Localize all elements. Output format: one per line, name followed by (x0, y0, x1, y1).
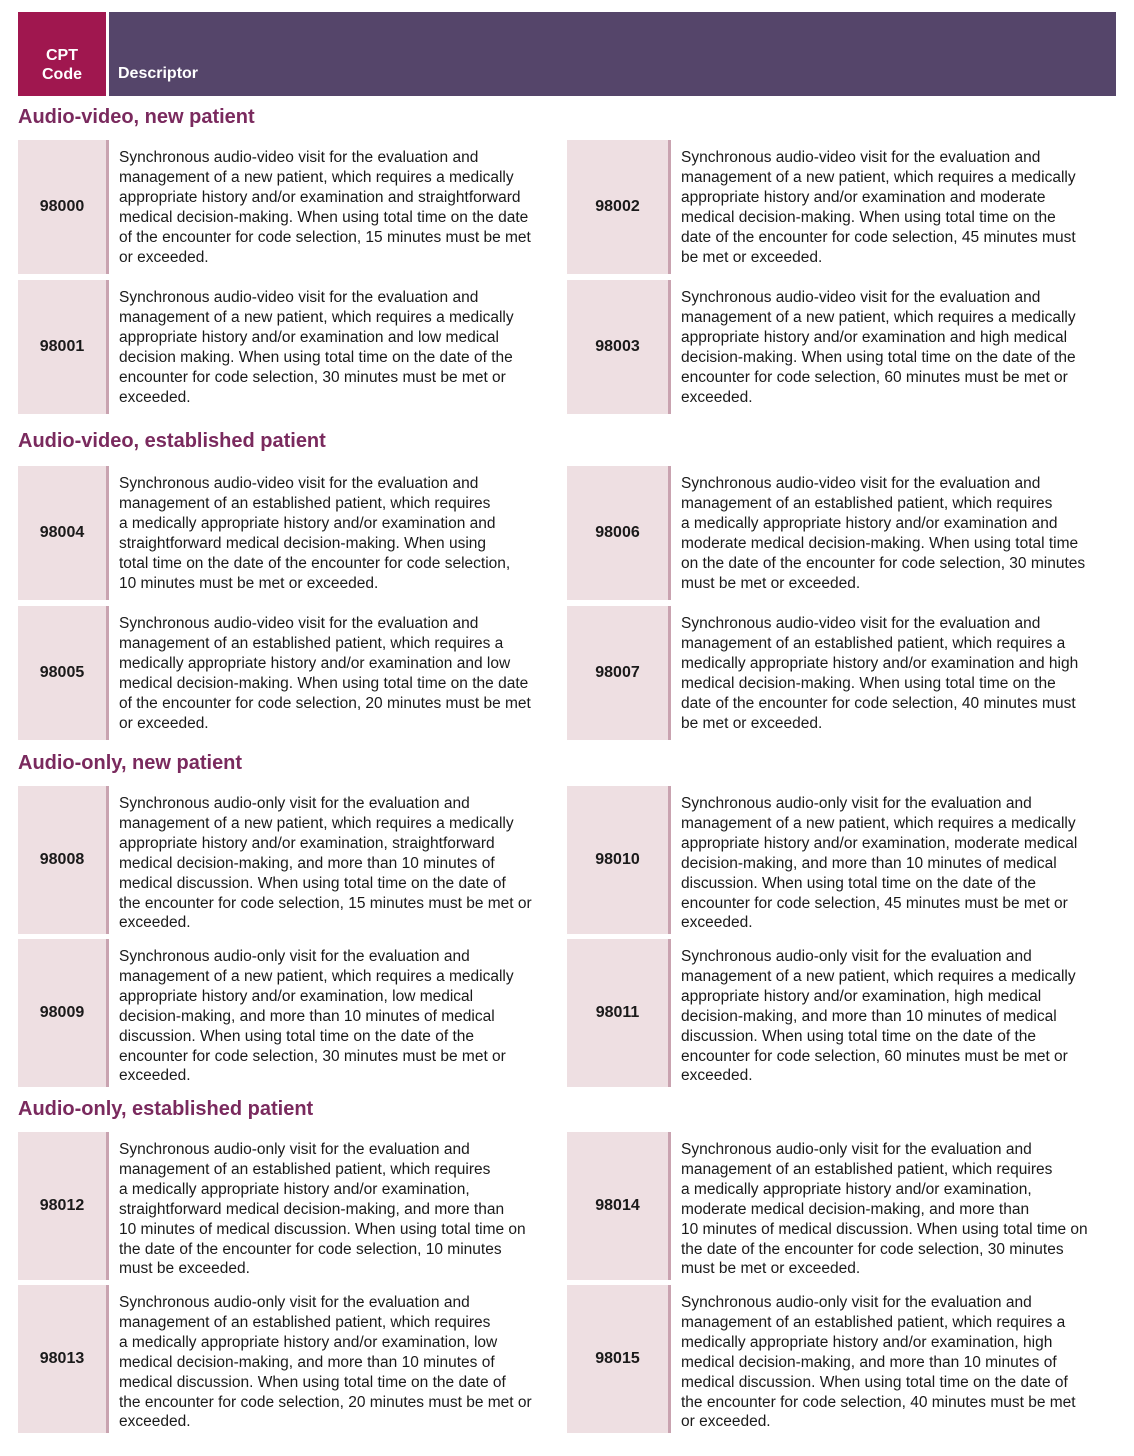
cpt-code: 98002 (567, 140, 671, 274)
descriptor-line: 10 minutes of medical discussion. When using total time on (119, 1220, 526, 1238)
code-entry (18, 1132, 554, 1280)
cpt-code: 98014 (567, 1132, 671, 1280)
descriptor-line: total time on the date of the encounter for code selection, (119, 554, 511, 572)
descriptor-line: Synchronous audio-only visit for the evaluation and (681, 795, 1032, 812)
code-entry (567, 466, 1116, 600)
descriptor-line: 10 minutes must be met or exceeded. (119, 574, 379, 592)
code-descriptor (109, 939, 554, 1087)
descriptor-line: medical discussion. When using total time on the date of (119, 874, 506, 892)
cpt-code: 98011 (567, 939, 671, 1087)
descriptor-line: encounter for code selection, 30 minutes must be met or (119, 368, 506, 386)
cpt-code: 98003 (567, 280, 671, 414)
descriptor-line: a medically appropriate history and/or examination and (681, 514, 1058, 532)
descriptor-line: of the encounter for code selection, 15 minutes must be met (119, 228, 531, 246)
descriptor-line: decision-making, and more than 10 minutes of medical (681, 854, 1057, 872)
descriptor-line: Synchronous audio-video visit for the evaluation and (681, 289, 1041, 306)
descriptor-line: Synchronous audio-video visit for the evaluation and (681, 149, 1041, 166)
cpt-code-header (18, 12, 106, 96)
code-entry (18, 140, 554, 274)
descriptor-line: a medically appropriate history and/or examination and (119, 514, 496, 532)
descriptor-line: Synchronous audio-only visit for the evaluation and (119, 1141, 470, 1158)
descriptor-line: Synchronous audio-video visit for the evaluation and (119, 149, 479, 166)
descriptor-line: appropriate history and/or examination, high medical (681, 987, 1042, 1005)
descriptor-line: or exceeded. (119, 248, 209, 266)
descriptor-line: management of a new patient, which requires a medically (119, 967, 514, 985)
descriptor-line: encounter for code selection, 45 minutes must be met or (681, 894, 1068, 912)
descriptor-line: management of an established patient, which requires a (681, 1313, 1066, 1331)
code-entry (567, 1285, 1116, 1433)
descriptor-line: management of a new patient, which requires a medically (119, 168, 514, 186)
code-descriptor (671, 786, 1116, 934)
descriptor-line: Synchronous audio-video visit for the evaluation and (681, 475, 1041, 492)
cpt-code: 98015 (567, 1285, 671, 1433)
descriptor-line: Synchronous audio-only visit for the evaluation and (681, 1294, 1032, 1311)
descriptor-line: decision-making. When using total time on the date of the (681, 348, 1076, 366)
cpt-code: 98013 (18, 1285, 109, 1433)
code-entry (18, 786, 554, 934)
code-descriptor (109, 1285, 554, 1433)
descriptor-line: the date of the encounter for code selection, 10 minutes (119, 1240, 502, 1258)
section-title: Audio-video, established patient (18, 430, 326, 452)
code-descriptor (109, 140, 554, 274)
descriptor-line: Synchronous audio-only visit for the evaluation and (681, 948, 1032, 965)
code-entry (18, 606, 554, 740)
cpt-code: 98010 (567, 786, 671, 934)
descriptor-line: the encounter for code selection, 20 minutes must be met or (119, 1393, 532, 1411)
code-descriptor (671, 280, 1116, 414)
descriptor-line: management of an established patient, which requires a (119, 634, 504, 652)
descriptor-line: decision-making, and more than 10 minutes of medical (119, 1007, 495, 1025)
descriptor-line: Synchronous audio-video visit for the evaluation and (119, 475, 479, 492)
code-entry (567, 606, 1116, 740)
descriptor-line: be met or exceeded. (681, 714, 823, 732)
descriptor-line: a medically appropriate history and/or examination, (681, 1180, 1032, 1198)
code-descriptor (109, 1132, 554, 1280)
descriptor-line: Synchronous audio-video visit for the evaluation and (119, 289, 479, 306)
descriptor-line: medical discussion. When using total time on the date of (681, 1373, 1068, 1391)
descriptor-line: management of an established patient, which requires (119, 1313, 491, 1331)
code-descriptor (109, 280, 554, 414)
descriptor-line: moderate medical decision-making, and more than (681, 1200, 1030, 1218)
descriptor-line: decision-making, and more than 10 minutes of medical (681, 1007, 1057, 1025)
code-entry (567, 786, 1116, 934)
descriptor-line: the date of the encounter for code selection, 30 minutes (681, 1240, 1064, 1258)
descriptor-line: exceeded. (119, 1413, 191, 1431)
descriptor-line: on the date of the encounter for code selection, 30 minutes (681, 554, 1086, 572)
descriptor-line: appropriate history and/or examination and low medical (119, 328, 499, 346)
cpt-code: 98000 (18, 140, 109, 274)
code-entry (567, 939, 1116, 1087)
descriptor-line: management of an established patient, which requires (681, 1160, 1053, 1178)
cpt-code-header-line1: CPT (46, 47, 78, 64)
descriptor-line: medical decision-making. When using total time on the date (119, 208, 529, 226)
descriptor-line: medically appropriate history and/or examination and high (681, 654, 1079, 672)
descriptor-line: appropriate history and/or examination, moderate medical (681, 834, 1078, 852)
descriptor-line: appropriate history and/or examination, low medical (119, 987, 474, 1005)
descriptor-line: management of an established patient, which requires (119, 494, 491, 512)
descriptor-line: exceeded. (119, 1067, 191, 1085)
cpt-code-header-line2: Code (42, 66, 82, 83)
descriptor-line: Synchronous audio-only visit for the evaluation and (119, 948, 470, 965)
descriptor-line: management of an established patient, which requires (119, 1160, 491, 1178)
descriptor-line: appropriate history and/or examination, straightforward (119, 834, 495, 852)
section-title: Audio-only, established patient (18, 1098, 314, 1120)
section-title: Audio-video, new patient (18, 106, 255, 128)
descriptor-line: medical discussion. When using total time on the date of (119, 1373, 506, 1391)
descriptor-line: discussion. When using total time on the date of the (119, 1027, 474, 1045)
code-entry (567, 1132, 1116, 1280)
descriptor-line: be met or exceeded. (681, 248, 823, 266)
descriptor-line: medical decision-making, and more than 10 minutes of (119, 1353, 495, 1371)
descriptor-line: management of an established patient, which requires (681, 494, 1053, 512)
descriptor-line: medical decision-making. When using total time on the (681, 674, 1056, 692)
descriptor-line: medically appropriate history and/or examination, high (681, 1333, 1053, 1351)
cpt-code: 98006 (567, 466, 671, 600)
descriptor-line: appropriate history and/or examination and moderate (681, 188, 1046, 206)
code-descriptor (671, 140, 1116, 274)
descriptor-line: moderate medical decision-making. When using total time (681, 534, 1079, 552)
descriptor-line: exceeded. (681, 1067, 753, 1085)
code-descriptor (109, 466, 554, 600)
descriptor-line: must be met or exceeded. (681, 574, 861, 592)
descriptor-line: straightforward medical decision-making, and more than (119, 1200, 505, 1218)
code-descriptor (109, 606, 554, 740)
code-entry (18, 466, 554, 600)
descriptor-line: management of a new patient, which requires a medically (119, 814, 514, 832)
descriptor-line: date of the encounter for code selection, 45 minutes must (681, 228, 1076, 246)
descriptor-line: a medically appropriate history and/or examination, low (119, 1333, 498, 1351)
code-descriptor (109, 786, 554, 934)
code-entry (567, 140, 1116, 274)
descriptor-line: management of a new patient, which requires a medically (681, 168, 1076, 186)
cpt-code: 98001 (18, 280, 109, 414)
cpt-code: 98008 (18, 786, 109, 934)
descriptor-line: medical decision-making. When using total time on the (681, 208, 1056, 226)
descriptor-line: Synchronous audio-video visit for the evaluation and (119, 615, 479, 632)
descriptor-line: management of a new patient, which requires a medically (681, 967, 1076, 985)
descriptor-line: medically appropriate history and/or examination and low (119, 654, 511, 672)
descriptor-line: encounter for code selection, 30 minutes must be met or (119, 1047, 506, 1065)
descriptor-line: Synchronous audio-only visit for the evaluation and (119, 795, 470, 812)
descriptor-line: Synchronous audio-video visit for the evaluation and (681, 615, 1041, 632)
code-entry (18, 939, 554, 1087)
descriptor-line: discussion. When using total time on the date of the (681, 1027, 1036, 1045)
descriptor-line: date of the encounter for code selection, 40 minutes must (681, 694, 1076, 712)
descriptor-line: or exceeded. (119, 714, 209, 732)
descriptor-line: exceeded. (681, 388, 753, 406)
descriptor-line: management of an established patient, which requires a (681, 634, 1066, 652)
descriptor-line: exceeded. (119, 388, 191, 406)
cpt-code: 98005 (18, 606, 109, 740)
descriptor-header: Descriptor (109, 12, 1116, 96)
descriptor-line: management of a new patient, which requires a medically (681, 814, 1076, 832)
code-descriptor (671, 606, 1116, 740)
descriptor-line: Synchronous audio-only visit for the evaluation and (119, 1294, 470, 1311)
cpt-code: 98012 (18, 1132, 109, 1280)
descriptor-line: exceeded. (681, 914, 753, 932)
descriptor-line: appropriate history and/or examination and high medical (681, 328, 1068, 346)
descriptor-line: medical decision-making, and more than 10 minutes of (681, 1353, 1057, 1371)
descriptor-line: 10 minutes of medical discussion. When using total time on (681, 1220, 1088, 1238)
descriptor-line: of the encounter for code selection, 20 minutes must be met (119, 694, 531, 712)
descriptor-line: discussion. When using total time on the date of the (681, 874, 1036, 892)
descriptor-line: medical decision-making, and more than 10 minutes of (119, 854, 495, 872)
table-header (18, 12, 1116, 96)
descriptor-line: management of a new patient, which requires a medically (681, 308, 1076, 326)
cpt-code: 98004 (18, 466, 109, 600)
cpt-code: 98007 (567, 606, 671, 740)
descriptor-line: medical decision-making. When using total time on the date (119, 674, 529, 692)
descriptor-line: straightforward medical decision-making. When using (119, 534, 486, 552)
code-descriptor (671, 1132, 1116, 1280)
descriptor-line: encounter for code selection, 60 minutes must be met or (681, 368, 1068, 386)
descriptor-line: exceeded. (119, 914, 191, 932)
descriptor-line: the encounter for code selection, 15 minutes must be met or (119, 894, 532, 912)
descriptor-line: Synchronous audio-only visit for the evaluation and (681, 1141, 1032, 1158)
descriptor-line: the encounter for code selection, 40 minutes must be met (681, 1393, 1076, 1411)
descriptor-line: or exceeded. (681, 1413, 771, 1431)
code-descriptor (671, 1285, 1116, 1433)
descriptor-line: encounter for code selection, 60 minutes must be met or (681, 1047, 1068, 1065)
code-descriptor (671, 939, 1116, 1087)
descriptor-line: management of a new patient, which requires a medically (119, 308, 514, 326)
descriptor-line: must be exceeded. (119, 1260, 250, 1278)
code-descriptor (671, 466, 1116, 600)
code-entry (18, 1285, 554, 1433)
code-entry (567, 280, 1116, 414)
section-title: Audio-only, new patient (18, 752, 243, 774)
cpt-code: 98009 (18, 939, 109, 1087)
code-entry (18, 280, 554, 414)
descriptor-line: appropriate history and/or examination and straightforward (119, 188, 521, 206)
descriptor-line: a medically appropriate history and/or examination, (119, 1180, 470, 1198)
descriptor-line: decision making. When using total time on the date of the (119, 348, 513, 366)
descriptor-line: must be met or exceeded. (681, 1260, 861, 1278)
